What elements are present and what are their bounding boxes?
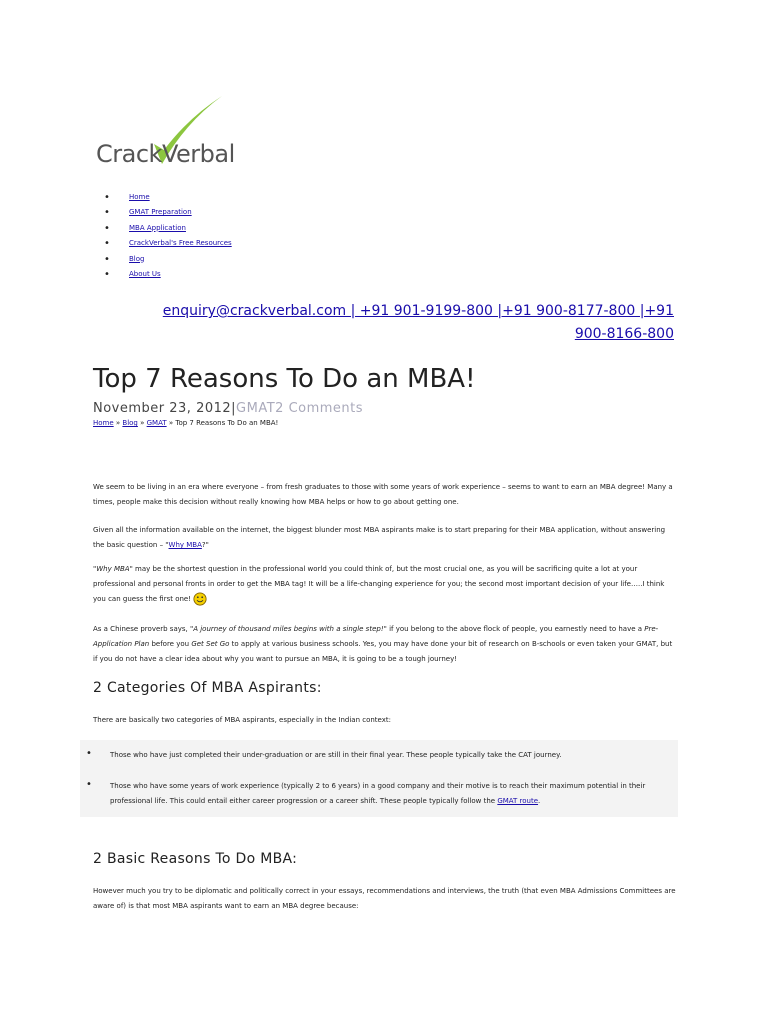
- why-mba-link[interactable]: Why MBA: [168, 541, 202, 549]
- gmat-route-link[interactable]: GMAT route: [497, 797, 539, 805]
- nav-item-home: [104, 190, 232, 205]
- paragraph-proverb: As a Chinese proverb says, "A journey of thousand miles begins with a single step!" if you belong to the above flock of people, you earnestly need to have a Pre-Application Plan before you Get Set Go to apply at various business schools. Yes, you may have done your bit of research on B-schools or even taken your GMAT, but if you do not have a clear idea about why you want to pursue an MBA, it is going to be a tough journey!: [93, 625, 673, 663]
- breadcrumb-current: Top 7 Reasons To Do an MBA!: [175, 419, 279, 427]
- nav-item-free-resources: [104, 236, 232, 251]
- list-item: • Those who have some years of work experience (typically 2 to 6 years) in a good company and their motive is to reach their maximum potential in their professional life. This could entail either career progression or a career shift. These people typically follow the GMAT route.: [80, 771, 678, 817]
- paragraph-reasons-intro: However much you try to be diplomatic and politically correct in your essays, recommendations and interviews, the truth (that even MBA Admissions Committees are aware of) is that most MBA aspirants want to earn an MBA degree because:: [93, 887, 676, 910]
- meta-separator: |: [231, 401, 237, 416]
- nav-link-blog[interactable]: Blog: [129, 254, 145, 263]
- breadcrumb-blog[interactable]: Blog: [122, 419, 138, 427]
- nav-item-about-us: [104, 267, 232, 282]
- nav-item-gmat-preparation: [104, 205, 232, 220]
- contact-info: [74, 300, 674, 346]
- comments-link[interactable]: 2 Comments: [275, 401, 364, 416]
- contact-link-line2[interactable]: 900-8166-800: [574, 326, 674, 342]
- article-title: Top 7 Reasons To Do an MBA!: [93, 364, 476, 394]
- contact-link-line1[interactable]: enquiry@crackverbal.com | +91 901-9199-800 |+91 900-8177-800 |+91: [162, 303, 674, 319]
- heading-reasons: 2 Basic Reasons To Do MBA:: [93, 851, 298, 867]
- nav-item-mba-application: [104, 221, 232, 236]
- breadcrumb-sep: »: [137, 419, 147, 427]
- main-nav: [104, 190, 232, 282]
- breadcrumb: [93, 419, 278, 427]
- paragraph-blunder: Given all the information available on the internet, the biggest blunder most MBA aspirants make is to start preparing for their MBA application, without answering the basic question – "Why MBA?": [93, 526, 666, 549]
- nav-link-gmat-preparation[interactable]: GMAT Preparation: [129, 208, 192, 217]
- breadcrumb-home[interactable]: Home: [93, 419, 114, 427]
- nav-link-about-us[interactable]: About Us: [129, 269, 161, 278]
- smiley-icon: [193, 592, 207, 606]
- nav-link-home[interactable]: Home: [129, 193, 150, 201]
- nav-link-free-resources[interactable]: CrackVerbal's Free Resources: [129, 239, 232, 248]
- article-date: November 23, 2012: [93, 401, 232, 416]
- nav-item-blog: [104, 252, 232, 267]
- paragraph-categories-intro: There are basically two categories of MBA aspirants, especially in the Indian context:: [93, 716, 391, 724]
- nav-link-mba-application[interactable]: MBA Application: [129, 223, 186, 232]
- categories-list: [80, 740, 678, 817]
- list-item: • Those who have just completed their under-graduation or are still in their final year. These people typically take the CAT journey.: [80, 740, 678, 771]
- breadcrumb-sep: »: [113, 419, 123, 427]
- article-meta: [93, 401, 363, 416]
- breadcrumb-gmat[interactable]: GMAT: [146, 419, 167, 427]
- heading-categories: 2 Categories Of MBA Aspirants:: [93, 680, 322, 696]
- paragraph-why-mba: "Why MBA" may be the shortest question in the professional world you could think of, but the most crucial one, as you will be sacrificing quite a lot at your professional and personal fronts in order to get the MBA tag! It will be a life-changing experience for you; the second most important decision of your life…..I think you can guess the first one!: [93, 562, 678, 607]
- logo-text: CrackVerbal: [96, 140, 235, 168]
- breadcrumb-sep: »: [166, 419, 176, 427]
- crackverbal-logo[interactable]: [96, 92, 246, 172]
- category-link[interactable]: GMAT: [236, 401, 276, 416]
- paragraph-intro: We seem to be living in an era where everyone – from fresh graduates to those with some years of work experience – seems to want to earn an MBA degree! Many a times, people make this decision without really knowing how MBA helps or how to go about getting one.: [93, 483, 673, 506]
